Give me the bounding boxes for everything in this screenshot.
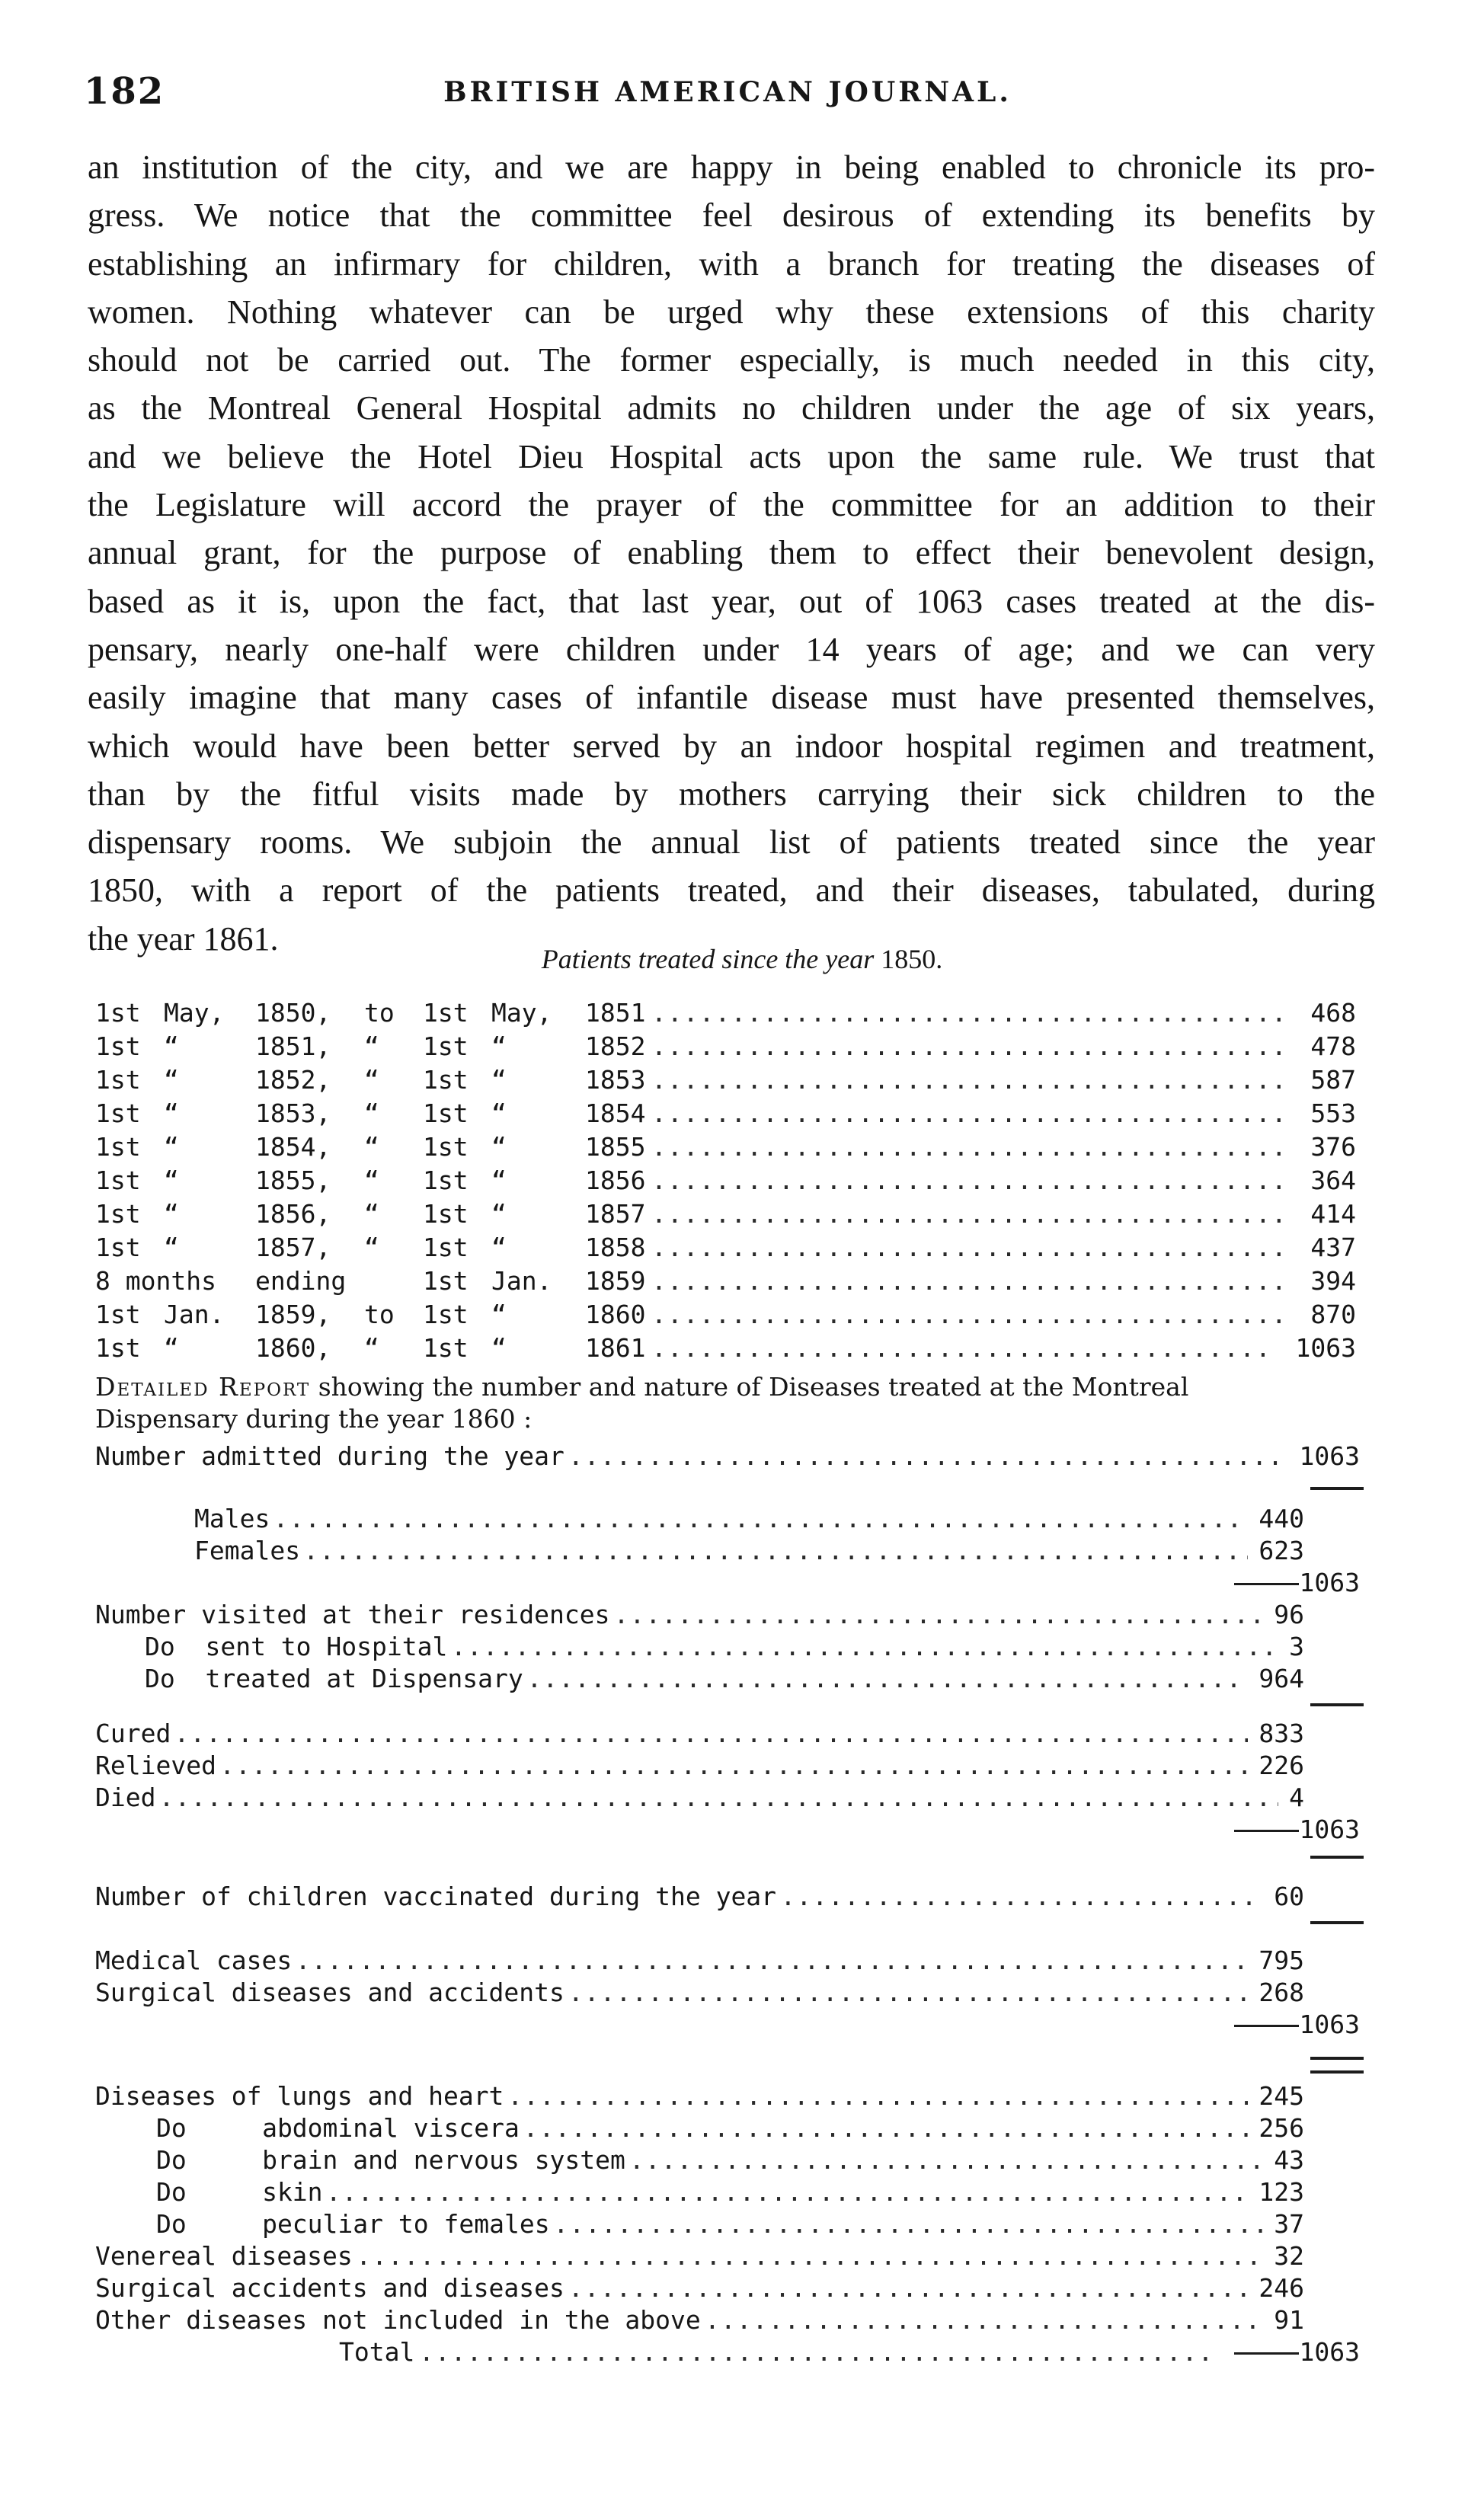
annual-row	[0, 1197, 1484, 1231]
annual-cell: 1st	[95, 1132, 141, 1162]
annual-cell: 1858	[585, 1233, 646, 1262]
rule-divider	[1310, 2057, 1364, 2060]
annual-cell: “	[491, 1199, 507, 1229]
annual-count: 468	[1310, 998, 1356, 1028]
rule-divider	[1310, 1856, 1364, 1859]
annual-cell: Jan.	[491, 1266, 552, 1296]
report-label: Medical cases	[95, 1946, 293, 1975]
report-count: 1063	[1299, 1441, 1360, 1471]
subtotal-dash	[1234, 2352, 1299, 2355]
report-count: 123	[1259, 2177, 1304, 2207]
annual-cell: to	[364, 1300, 395, 1329]
annual-cell: 1853	[585, 1065, 646, 1095]
annual-cell: 1859,	[255, 1300, 331, 1329]
dot-leader	[523, 2112, 1248, 2145]
subtotal-value: 1063	[1299, 2337, 1360, 2367]
report-heading-text: showing the number and nature of Diseases treated at the Montreal	[310, 1372, 1189, 1402]
annual-cell: “	[364, 1333, 379, 1363]
dot-leader	[651, 1265, 1291, 1298]
annual-cell: 1861	[585, 1333, 646, 1363]
report-label: Venereal diseases	[95, 2241, 353, 2271]
annual-cell: 8 months	[95, 1266, 216, 1296]
annual-cell: “	[491, 1132, 507, 1162]
dot-leader	[705, 2304, 1263, 2337]
annual-cell: Jan.	[164, 1300, 225, 1329]
dot-leader	[174, 1717, 1249, 1751]
annual-cell: 1st	[423, 1165, 469, 1195]
annual-cell: 1st	[95, 998, 141, 1028]
annual-cell: “	[164, 1199, 179, 1229]
annual-cell: 1851,	[255, 1031, 331, 1061]
caption-text: Patients treated since the year	[541, 944, 875, 974]
annual-cell: 1860	[585, 1300, 646, 1329]
annual-cell: 1851	[585, 998, 646, 1028]
report-count: 3	[1289, 1632, 1304, 1661]
annual-cell: 1852	[585, 1031, 646, 1061]
report-label: Do abdominal viscera	[156, 2113, 520, 2143]
annual-count: 414	[1310, 1199, 1356, 1229]
report-count: 226	[1259, 1751, 1304, 1780]
caption-year: 1850.	[881, 944, 943, 974]
report-label: Number admitted during the year	[95, 1441, 564, 1471]
paragraph-line: the year 1861.	[88, 919, 279, 958]
annual-cell: May,	[164, 998, 225, 1028]
subtotal-value: 1063	[1299, 1815, 1360, 1844]
report-count: 32	[1274, 2241, 1304, 2271]
paragraph-line: an institution of the city, and we are happy in being enabled to chronicle its pro-	[88, 149, 1375, 186]
report-heading-smallcaps: Detailed Report	[95, 1372, 311, 1402]
annual-cell: “	[164, 1165, 179, 1195]
dot-leader	[159, 1781, 1278, 1815]
paragraph-line: easily imagine that many cases of infantile disease must have presented themselves,	[88, 679, 1375, 717]
report-label: Died	[95, 1783, 156, 1812]
annual-cell: “	[491, 1098, 507, 1128]
report-label: Relieved	[95, 1751, 216, 1780]
annual-count: 478	[1310, 1031, 1356, 1061]
annual-cell: May,	[491, 998, 552, 1028]
annual-cell: “	[491, 1031, 507, 1061]
dot-leader	[273, 1502, 1249, 1536]
subtotal	[1234, 1566, 1360, 1600]
annual-cell: “	[164, 1065, 179, 1095]
annual-cell: 1857	[585, 1199, 646, 1229]
disease-row	[0, 2304, 1484, 2337]
annual-cell: “	[164, 1098, 179, 1128]
annual-count: 1063	[1295, 1333, 1356, 1363]
annual-count: 587	[1310, 1065, 1356, 1095]
paragraph-line: pensary, nearly one-half were children under 14 years of age; and we can very	[88, 630, 1375, 668]
annual-cell: 1st	[95, 1199, 141, 1229]
annual-cell: 1st	[423, 1065, 469, 1095]
admitted-row	[0, 1440, 1484, 1473]
report-row	[0, 1944, 1484, 1978]
dot-leader	[296, 1944, 1248, 1978]
annual-row	[0, 1030, 1484, 1063]
annual-count: 376	[1310, 1132, 1356, 1162]
dot-leader	[651, 1030, 1291, 1063]
subtotal-value: 1063	[1299, 1568, 1360, 1597]
report-row	[0, 1598, 1484, 1632]
report-label: Surgical diseases and accidents	[95, 1978, 564, 2007]
subtotal-value: 1063	[1299, 2010, 1360, 2039]
annual-cell: to	[364, 998, 395, 1028]
annual-cell: 1st	[95, 1233, 141, 1262]
rule-divider	[1310, 1487, 1364, 1490]
disease-row	[0, 2240, 1484, 2273]
rule-divider	[1310, 1921, 1364, 1924]
report-count: 91	[1274, 2305, 1304, 2335]
annual-cell: 1859	[585, 1266, 646, 1296]
rule-divider	[1310, 2070, 1364, 2074]
report-count: 268	[1259, 1978, 1304, 2007]
report-label: Number of children vaccinated during the year	[95, 1882, 777, 1911]
annual-cell: 1st	[95, 1333, 141, 1363]
annual-cell: 1855,	[255, 1165, 331, 1195]
annual-cell: “	[491, 1065, 507, 1095]
dot-leader	[651, 1298, 1291, 1332]
report-row	[0, 1662, 1484, 1696]
page-number: 182	[84, 70, 165, 113]
dot-leader	[651, 1231, 1291, 1265]
annual-cell: 1st	[423, 1031, 469, 1061]
vaccinated-row	[0, 1880, 1484, 1914]
report-heading-line2: Dispensary during the year 1860 :	[95, 1404, 533, 1434]
annual-cell: “	[364, 1132, 379, 1162]
annual-cell: 1st	[423, 1233, 469, 1262]
paragraph-line: women. Nothing whatever can be urged why these extensions of this charity	[88, 293, 1375, 331]
dot-leader	[651, 996, 1291, 1030]
report-count: 833	[1259, 1719, 1304, 1748]
dot-leader	[629, 2144, 1263, 2177]
annual-cell: 1850,	[255, 998, 331, 1028]
dot-leader	[356, 2240, 1263, 2273]
paragraph-line: as the Montreal General Hospital admits no children under the age of six years,	[88, 389, 1375, 427]
annual-count: 870	[1310, 1300, 1356, 1329]
annual-count: 364	[1310, 1165, 1356, 1195]
annual-cell: “	[364, 1098, 379, 1128]
annual-cell: “	[491, 1333, 507, 1363]
report-heading	[95, 1371, 1383, 1435]
annual-cell: “	[364, 1233, 379, 1262]
report-count: 60	[1274, 1882, 1304, 1911]
paragraph-line: and we believe the Hotel Dieu Hospital acts upon the same rule. We trust that	[88, 437, 1375, 475]
disease-row	[0, 2272, 1484, 2305]
dot-leader	[651, 1332, 1276, 1365]
annual-row	[0, 1130, 1484, 1164]
paragraph-line: annual grant, for the purpose of enabling them to effect their benevolent design,	[88, 534, 1375, 572]
report-count: 37	[1274, 2209, 1304, 2239]
report-row	[0, 1749, 1484, 1783]
annual-cell: 1856	[585, 1165, 646, 1195]
annual-cell: “	[164, 1333, 179, 1363]
paragraph-line: gress. We notice that the committee feel desirous of extending its benefits by	[88, 197, 1375, 235]
paragraph-line: dispensary rooms. We subjoin the annual list of patients treated since the year	[88, 823, 1375, 862]
report-row	[0, 1630, 1484, 1664]
annual-count: 553	[1310, 1098, 1356, 1128]
paragraph-line: the Legislature will accord the prayer of the committee for an addition to their	[88, 486, 1375, 524]
annual-cell: 1st	[423, 1333, 469, 1363]
report-count: 43	[1274, 2145, 1304, 2175]
report-count: 4	[1289, 1783, 1304, 1812]
annual-row	[0, 1332, 1484, 1365]
dot-leader	[568, 2272, 1248, 2305]
disease-row	[0, 2176, 1484, 2209]
annual-cell: 1st	[95, 1165, 141, 1195]
annual-cell: 1853,	[255, 1098, 331, 1128]
dot-leader	[507, 2080, 1248, 2113]
annual-cell: 1860,	[255, 1333, 331, 1363]
report-label: Do treated at Dispensary	[145, 1664, 523, 1693]
annual-row	[0, 996, 1484, 1030]
report-label: Do peculiar to females	[156, 2209, 550, 2239]
report-label: Do brain and nervous system	[156, 2145, 625, 2175]
subtotal-dash	[1234, 2025, 1299, 2027]
report-label: Diseases of lungs and heart	[95, 2081, 504, 2111]
annual-row	[0, 1097, 1484, 1130]
report-count: 256	[1259, 2113, 1304, 2143]
report-count: 440	[1259, 1504, 1304, 1533]
annual-row	[0, 1063, 1484, 1097]
report-count: 623	[1259, 1536, 1304, 1565]
annual-cell: “	[364, 1031, 379, 1061]
subtotal-dash	[1234, 1583, 1299, 1585]
subtotal	[1234, 2008, 1360, 2042]
annual-cell: 1st	[95, 1300, 141, 1329]
annual-cell: 1st	[423, 1266, 469, 1296]
dot-leader	[651, 1164, 1291, 1197]
dot-leader	[651, 1130, 1291, 1164]
subtotal	[1234, 1813, 1360, 1847]
dot-leader	[651, 1097, 1291, 1130]
dot-leader	[568, 1976, 1248, 2010]
dot-leader	[527, 1662, 1249, 1696]
report-count: 96	[1274, 1600, 1304, 1629]
report-row	[0, 1502, 1484, 1536]
annual-count: 437	[1310, 1233, 1356, 1262]
dot-leader	[419, 2336, 1219, 2369]
annual-cell: 1854	[585, 1098, 646, 1128]
report-count: 245	[1259, 2081, 1304, 2111]
annual-cell: “	[164, 1233, 179, 1262]
paragraph-line: should not be carried out. The former especially, is much needed in this city,	[88, 341, 1375, 379]
report-row	[0, 1534, 1484, 1568]
report-label: Surgical accidents and diseases	[95, 2273, 564, 2303]
report-count: 795	[1259, 1946, 1304, 1975]
subtotal	[1234, 2336, 1360, 2369]
disease-row	[0, 2080, 1484, 2113]
annual-row	[0, 1231, 1484, 1265]
paragraph-line: than by the fitful visits made by mothers carrying their sick children to the	[88, 775, 1375, 813]
report-label: Other diseases not included in the above	[95, 2305, 701, 2335]
dot-leader	[326, 2176, 1248, 2209]
body-paragraph	[88, 143, 1375, 963]
annual-cell: ending	[255, 1266, 347, 1296]
annual-cell: “	[491, 1233, 507, 1262]
report-row	[0, 1976, 1484, 2010]
disease-row	[0, 2208, 1484, 2241]
annual-cell: 1st	[423, 1098, 469, 1128]
report-label: Do skin	[156, 2177, 323, 2207]
table-caption	[0, 943, 1484, 975]
annual-cell: 1856,	[255, 1199, 331, 1229]
paragraph-line: which would have been better served by an indoor hospital regimen and treatment,	[88, 727, 1375, 765]
annual-cell: 1st	[423, 998, 469, 1028]
dot-leader	[651, 1063, 1291, 1097]
running-header	[84, 70, 1371, 116]
annual-cell: 1st	[423, 1300, 469, 1329]
annual-cell: “	[164, 1031, 179, 1061]
report-label: Cured	[95, 1719, 171, 1748]
report-row	[0, 1781, 1484, 1815]
report-count: 964	[1259, 1664, 1304, 1693]
annual-cell: “	[364, 1065, 379, 1095]
journal-title: BRITISH AMERICAN JOURNAL.	[443, 76, 1012, 108]
paragraph-line: based as it is, upon the fact, that last year, out of 1063 cases treated at the dis-	[88, 582, 1375, 620]
annual-cell: 1st	[423, 1132, 469, 1162]
subtotal-dash	[1234, 1830, 1299, 1832]
annual-row	[0, 1164, 1484, 1197]
dot-leader	[219, 1749, 1248, 1783]
report-label: Number visited at their residences	[95, 1600, 610, 1629]
annual-cell: “	[364, 1165, 379, 1195]
report-label: Males	[194, 1504, 270, 1533]
annual-row	[0, 1265, 1484, 1298]
annual-cell: 1857,	[255, 1233, 331, 1262]
annual-cell: 1st	[95, 1065, 141, 1095]
dot-leader	[451, 1630, 1278, 1664]
total-label: Total	[339, 2337, 415, 2367]
annual-cell: 1855	[585, 1132, 646, 1162]
disease-row	[0, 2144, 1484, 2177]
annual-cell: 1854,	[255, 1132, 331, 1162]
annual-row	[0, 1298, 1484, 1332]
annual-cell: “	[491, 1165, 507, 1195]
annual-cell: “	[364, 1199, 379, 1229]
annual-cell: “	[164, 1132, 179, 1162]
annual-cell: 1852,	[255, 1065, 331, 1095]
annual-cell: 1st	[95, 1031, 141, 1061]
disease-row	[0, 2112, 1484, 2145]
paragraph-line: 1850, with a report of the patients treated, and their diseases, tabulated, during	[88, 871, 1375, 910]
report-row	[0, 1717, 1484, 1751]
dot-leader	[614, 1598, 1263, 1632]
annual-cell: 1st	[95, 1098, 141, 1128]
dot-leader	[568, 1440, 1288, 1473]
annual-cell: “	[491, 1300, 507, 1329]
paragraph-line: establishing an infirmary for children, with a branch for treating the diseases of	[88, 245, 1375, 283]
report-label: Females	[194, 1536, 301, 1565]
dot-leader	[651, 1197, 1291, 1231]
rule-divider	[1310, 1703, 1364, 1706]
report-count: 246	[1259, 2273, 1304, 2303]
annual-count: 394	[1310, 1266, 1356, 1296]
report-label: Do sent to Hospital	[145, 1632, 448, 1661]
dot-leader	[553, 2208, 1263, 2241]
dot-leader	[303, 1534, 1248, 1568]
annual-cell: 1st	[423, 1199, 469, 1229]
